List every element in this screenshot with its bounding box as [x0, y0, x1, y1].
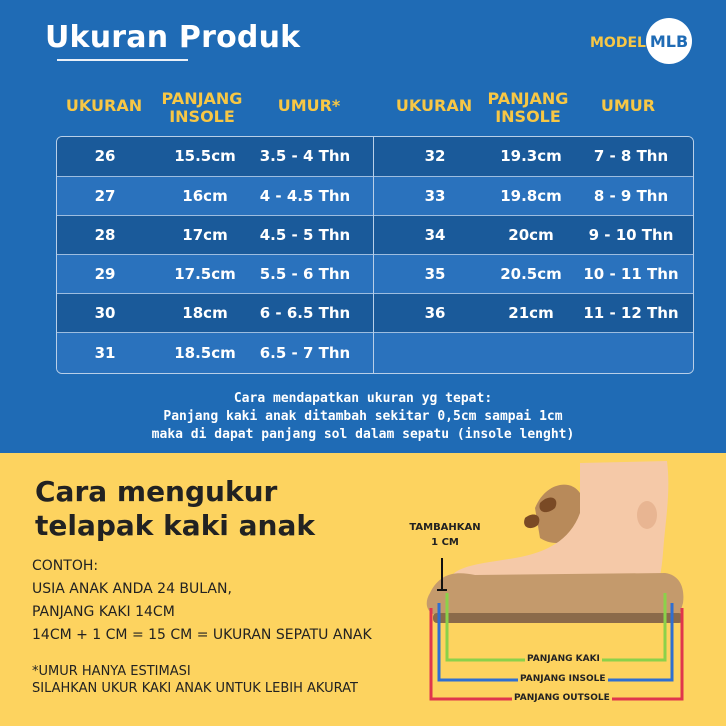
- age-cell: 4.5 - 5 Thn: [259, 226, 351, 244]
- table-row: [57, 254, 693, 294]
- size-cell: 29: [94, 265, 116, 283]
- foot-length-label: PANJANG KAKI: [527, 654, 600, 664]
- example-line-3: 14CM + 1 CM = 15 CM = UKURAN SEPATU ANAK: [32, 627, 372, 643]
- header-age-right: UMUR: [600, 96, 656, 115]
- model-badge: MLB: [646, 18, 692, 64]
- size-cell: 31: [94, 344, 116, 362]
- insole-cell: 19.8cm: [500, 187, 562, 205]
- insole-cell: 17cm: [182, 226, 228, 244]
- table-row: [57, 137, 693, 176]
- note-line-3: maka di dapat panjang sol dalam sepatu (insole lenght): [151, 427, 575, 442]
- outsole: [433, 613, 683, 623]
- note-line-1: Cara mendapatkan ukuran yg tepat:: [233, 391, 493, 406]
- insole-cell: 20cm: [508, 226, 554, 244]
- guide-title-line-2: telapak kaki anak: [35, 509, 315, 542]
- strap-buckle: [524, 514, 539, 528]
- insole-cell: 21cm: [508, 304, 554, 322]
- sandal-sole: [427, 573, 684, 615]
- header-age-left: UMUR*: [277, 96, 341, 115]
- size-cell: 30: [94, 304, 116, 322]
- size-cell: 34: [424, 226, 446, 244]
- outsole-length-label: PANJANG OUTSOLE: [514, 693, 610, 703]
- insole-cell: 19.3cm: [500, 147, 562, 165]
- size-cell: 26: [94, 147, 116, 165]
- insole-length-label: PANJANG INSOLE: [520, 674, 606, 684]
- header-size-right: UKURAN: [395, 96, 473, 115]
- size-cell: 33: [424, 187, 446, 205]
- title-underline: [57, 59, 188, 61]
- size-cell: 32: [424, 147, 446, 165]
- example-line-2: PANJANG KAKI 14CM: [32, 604, 175, 620]
- note-line-2: Panjang kaki anak ditambah sekitar 0,5cm sampai 1cm: [163, 409, 563, 424]
- table-row: [57, 176, 693, 216]
- age-cell: 3.5 - 4 Thn: [259, 147, 351, 165]
- example-label: CONTOH:: [32, 558, 99, 574]
- insole-cell: 16cm: [182, 187, 228, 205]
- size-table: [56, 136, 694, 374]
- size-cell: 27: [94, 187, 116, 205]
- size-cell: 28: [94, 226, 116, 244]
- column-divider: [373, 137, 374, 373]
- insole-cell: 18.5cm: [174, 344, 236, 362]
- size-cell: 36: [424, 304, 446, 322]
- size-cell: 35: [424, 265, 446, 283]
- header-insole-right: PANJANG INSOLE: [487, 89, 569, 126]
- age-cell: 9 - 10 Thn: [588, 226, 674, 244]
- disclaimer-line-1: *UMUR HANYA ESTIMASI: [32, 664, 191, 679]
- insole-cell: 15.5cm: [174, 147, 236, 165]
- age-cell: 7 - 8 Thn: [593, 147, 669, 165]
- age-cell: 4 - 4.5 Thn: [259, 187, 351, 205]
- model-label: MODEL: [590, 35, 646, 51]
- age-cell: 11 - 12 Thn: [583, 304, 679, 322]
- insole-cell: 20.5cm: [500, 265, 562, 283]
- age-cell: 6 - 6.5 Thn: [259, 304, 351, 322]
- example-line-1: USIA ANAK ANDA 24 BULAN,: [32, 581, 232, 597]
- age-cell: 5.5 - 6 Thn: [259, 265, 351, 283]
- measure-guide-section: [0, 453, 726, 726]
- age-cell: 8 - 9 Thn: [593, 187, 669, 205]
- page-title: Ukuran Produk: [45, 20, 301, 55]
- disclaimer-line-2: SILAHKAN UKUR KAKI ANAK UNTUK LEBIH AKURAT: [32, 681, 358, 696]
- insole-cell: 18cm: [182, 304, 228, 322]
- age-cell: 10 - 11 Thn: [583, 265, 679, 283]
- header-insole-left: PANJANG INSOLE: [161, 89, 243, 126]
- table-row: [57, 293, 693, 333]
- table-row: [57, 332, 693, 374]
- header-size-left: UKURAN: [65, 96, 143, 115]
- add-1cm-label-2: 1 CM: [431, 537, 459, 548]
- add-1cm-label-1: TAMBAHKAN: [409, 522, 481, 533]
- insole-cell: 17.5cm: [174, 265, 236, 283]
- table-row: [57, 215, 693, 255]
- ankle-bone: [637, 501, 657, 529]
- guide-title-line-1: Cara mengukur: [35, 475, 278, 508]
- age-cell: 6.5 - 7 Thn: [259, 344, 351, 362]
- shoe-diagram: [395, 453, 726, 726]
